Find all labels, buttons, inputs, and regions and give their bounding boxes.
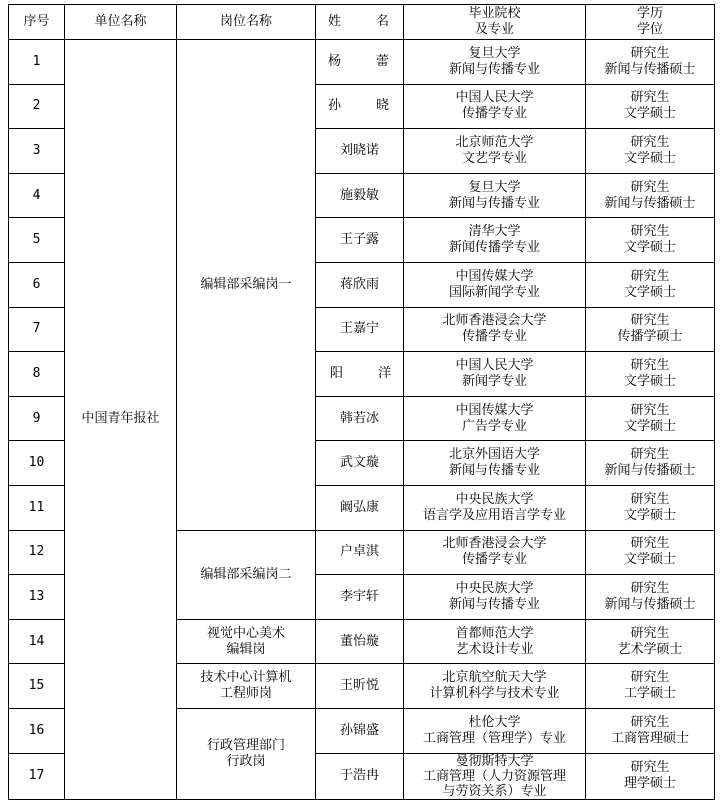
school-cell: 中国传媒大学 国际新闻学专业 xyxy=(404,262,586,307)
seq-cell: 1 xyxy=(9,40,65,85)
seq-cell: 13 xyxy=(9,575,65,620)
name-cell: 于浩冉 xyxy=(316,753,404,799)
degree-cell: 研究生 新闻与传播硕士 xyxy=(586,575,715,620)
degree-cell: 研究生 工商管理硕士 xyxy=(586,708,715,753)
post-cell: 视觉中心美术 编辑岗 xyxy=(177,619,316,664)
degree-cell: 研究生 文学硕士 xyxy=(586,396,715,441)
degree-cell: 研究生 文学硕士 xyxy=(586,485,715,530)
school-cell: 中央民族大学 语言学及应用语言学专业 xyxy=(404,485,586,530)
school-cell: 北京航空航天大学 计算机科学与技术专业 xyxy=(404,664,586,709)
admission-roster-table xyxy=(8,4,715,800)
school-cell: 中国传媒大学 广告学专业 xyxy=(404,396,586,441)
name-cell: 董怡璇 xyxy=(316,619,404,664)
name-cell: 王昕悦 xyxy=(316,664,404,709)
school-cell: 杜伦大学 工商管理（管理学）专业 xyxy=(404,708,586,753)
school-cell: 中央民族大学 新闻与传播专业 xyxy=(404,575,586,620)
seq-cell: 15 xyxy=(9,664,65,709)
seq-cell: 11 xyxy=(9,485,65,530)
table-row xyxy=(9,40,715,85)
school-cell: 曼彻斯特大学 工商管理（人力资源管理 与劳资关系）专业 xyxy=(404,753,586,799)
seq-cell: 14 xyxy=(9,619,65,664)
degree-cell: 研究生 工学硕士 xyxy=(586,664,715,709)
school-cell: 北京外国语大学 新闻与传播专业 xyxy=(404,441,586,486)
name-cell: 刘晓诺 xyxy=(316,129,404,174)
name-cell: 杨 蕾 xyxy=(316,40,404,85)
seq-cell: 7 xyxy=(9,307,65,352)
post-cell: 编辑部采编岗二 xyxy=(177,530,316,619)
school-cell: 复旦大学 新闻与传播专业 xyxy=(404,40,586,85)
degree-cell: 研究生 艺术学硕士 xyxy=(586,619,715,664)
degree-cell: 研究生 文学硕士 xyxy=(586,262,715,307)
name-cell: 施毅敏 xyxy=(316,173,404,218)
header-school: 毕业院校 及专业 xyxy=(404,5,586,40)
degree-cell: 研究生 文学硕士 xyxy=(586,530,715,575)
header-post: 岗位名称 xyxy=(177,5,316,40)
name-cell: 武文璇 xyxy=(316,441,404,486)
header-degree: 学历 学位 xyxy=(586,5,715,40)
seq-cell: 4 xyxy=(9,173,65,218)
seq-cell: 6 xyxy=(9,262,65,307)
seq-cell: 12 xyxy=(9,530,65,575)
name-cell: 王嘉宁 xyxy=(316,307,404,352)
school-cell: 中国人民大学 新闻学专业 xyxy=(404,352,586,397)
seq-cell: 5 xyxy=(9,218,65,263)
school-cell: 复旦大学 新闻与传播专业 xyxy=(404,173,586,218)
degree-cell: 研究生 文学硕士 xyxy=(586,218,715,263)
name-cell: 阚弘康 xyxy=(316,485,404,530)
school-cell: 首都师范大学 艺术设计专业 xyxy=(404,619,586,664)
school-cell: 北师香港浸会大学 传播学专业 xyxy=(404,307,586,352)
degree-cell: 研究生 文学硕士 xyxy=(586,129,715,174)
seq-cell: 16 xyxy=(9,708,65,753)
seq-cell: 2 xyxy=(9,84,65,129)
seq-cell: 8 xyxy=(9,352,65,397)
seq-cell: 3 xyxy=(9,129,65,174)
header-seq: 序号 xyxy=(9,5,65,40)
unit-cell: 中国青年报社 xyxy=(65,40,177,800)
school-cell: 清华大学 新闻传播学专业 xyxy=(404,218,586,263)
degree-cell: 研究生 文学硕士 xyxy=(586,352,715,397)
school-cell: 北师香港浸会大学 传播学专业 xyxy=(404,530,586,575)
name-cell: 户卓淇 xyxy=(316,530,404,575)
degree-cell: 研究生 新闻与传播硕士 xyxy=(586,173,715,218)
name-cell: 孙锦盛 xyxy=(316,708,404,753)
seq-cell: 10 xyxy=(9,441,65,486)
name-cell: 蒋欣雨 xyxy=(316,262,404,307)
header-row xyxy=(9,5,715,40)
seq-cell: 17 xyxy=(9,753,65,799)
degree-cell: 研究生 理学硕士 xyxy=(586,753,715,799)
name-cell: 阳 洋 xyxy=(316,352,404,397)
degree-cell: 研究生 传播学硕士 xyxy=(586,307,715,352)
name-cell: 李宇轩 xyxy=(316,575,404,620)
name-cell: 王子露 xyxy=(316,218,404,263)
school-cell: 北京师范大学 文艺学专业 xyxy=(404,129,586,174)
post-cell: 行政管理部门 行政岗 xyxy=(177,708,316,799)
post-cell: 技术中心计算机 工程师岗 xyxy=(177,664,316,709)
degree-cell: 研究生 新闻与传播硕士 xyxy=(586,441,715,486)
degree-cell: 研究生 新闻与传播硕士 xyxy=(586,40,715,85)
degree-cell: 研究生 文学硕士 xyxy=(586,84,715,129)
name-cell: 孙 晓 xyxy=(316,84,404,129)
header-unit: 单位名称 xyxy=(65,5,177,40)
name-cell: 韩若冰 xyxy=(316,396,404,441)
header-name: 姓 名 xyxy=(316,5,404,40)
post-cell: 编辑部采编岗一 xyxy=(177,40,316,531)
seq-cell: 9 xyxy=(9,396,65,441)
school-cell: 中国人民大学 传播学专业 xyxy=(404,84,586,129)
